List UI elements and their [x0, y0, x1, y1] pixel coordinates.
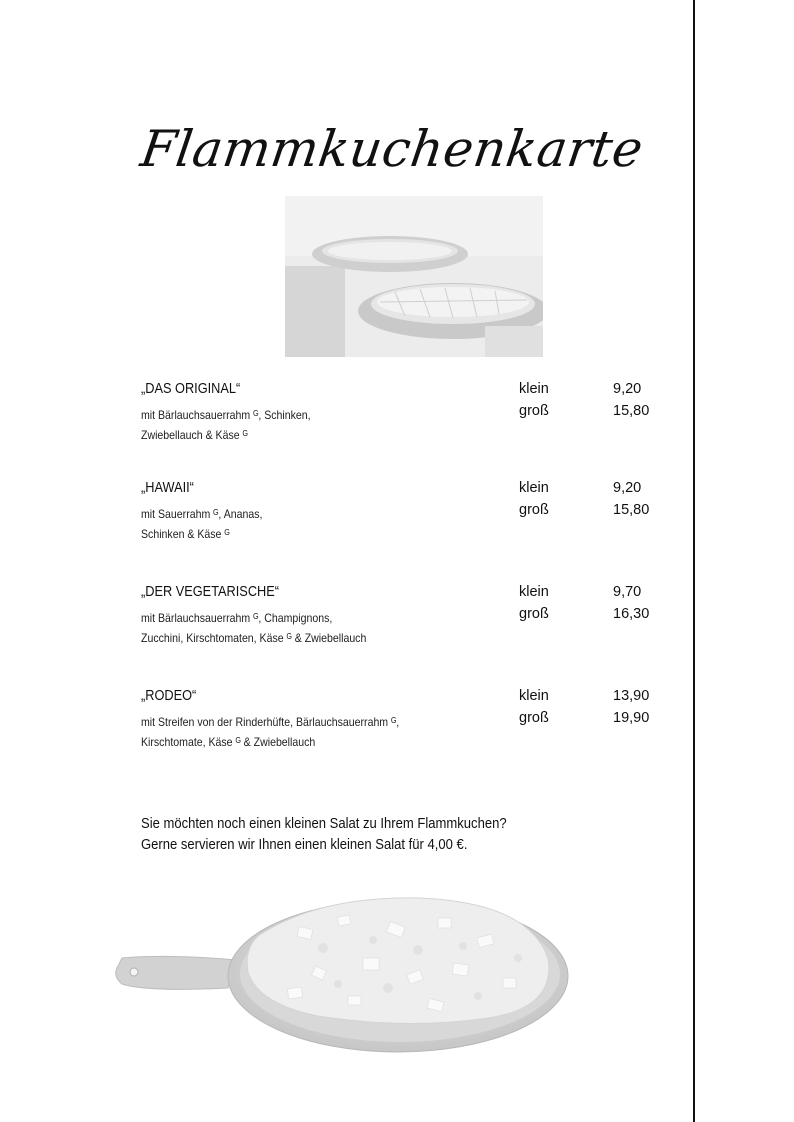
- salad-note-line: Sie möchten noch einen kleinen Salat zu Ihrem Flammkuchen?: [141, 816, 507, 832]
- price-small: 9,70: [613, 584, 642, 600]
- item-description: [141, 712, 519, 752]
- size-small: klein: [519, 381, 549, 397]
- item-description-line: Zucchini, Kirschtomaten, Käse ᴳ & Zwiebellauch: [141, 631, 367, 645]
- item-description: [141, 405, 519, 445]
- menu-item-der-vegetarische: [141, 584, 671, 654]
- size-small: klein: [519, 480, 549, 496]
- item-name: „DAS ORIGINAL“: [141, 381, 241, 397]
- price-large: 16,30: [613, 606, 650, 622]
- price-large: 19,90: [613, 710, 650, 726]
- size-large: groß: [519, 710, 549, 726]
- size-large: groß: [519, 606, 549, 622]
- price-large: 15,80: [613, 403, 650, 419]
- salad-note: [141, 814, 507, 856]
- size-large: groß: [519, 502, 549, 518]
- size-large: groß: [519, 403, 549, 419]
- salad-note-line: Gerne servieren wir Ihnen einen kleinen Salat für 4,00 €.: [141, 837, 468, 853]
- menu-item-das-original: [141, 381, 671, 451]
- price-small: 9,20: [613, 381, 642, 397]
- menu-title: Flammkuchenkarte: [137, 120, 647, 178]
- size-small: klein: [519, 584, 549, 600]
- flammkuchen-photo: [285, 196, 543, 357]
- item-description: [141, 504, 519, 544]
- item-description-line: Kirschtomate, Käse ᴳ & Zwiebellauch: [141, 735, 316, 749]
- item-name: „DER VEGETARISCHE“: [141, 584, 280, 600]
- menu-item-rodeo: [141, 688, 671, 758]
- item-description-line: mit Bärlauchsauerrahm ᴳ, Champignons,: [141, 611, 333, 625]
- price-small: 9,20: [613, 480, 642, 496]
- price-small: 13,90: [613, 688, 650, 704]
- item-description-line: mit Streifen von der Rinderhüfte, Bärlauchsauerrahm ᴳ,: [141, 715, 400, 729]
- size-small: klein: [519, 688, 549, 704]
- flammkuchen-paddle-photo: [108, 888, 578, 1053]
- item-description-line: Zwiebellauch & Käse ᴳ: [141, 428, 248, 442]
- item-name: „RODEO“: [141, 688, 197, 704]
- menu-item-hawaii: [141, 480, 671, 550]
- item-name: „HAWAII“: [141, 480, 194, 496]
- item-description-line: mit Bärlauchsauerrahm ᴳ, Schinken,: [141, 408, 311, 422]
- item-description-line: mit Sauerrahm ᴳ, Ananas,: [141, 507, 263, 521]
- item-description: [141, 608, 519, 648]
- price-large: 15,80: [613, 502, 650, 518]
- item-description-line: Schinken & Käse ᴳ: [141, 527, 230, 541]
